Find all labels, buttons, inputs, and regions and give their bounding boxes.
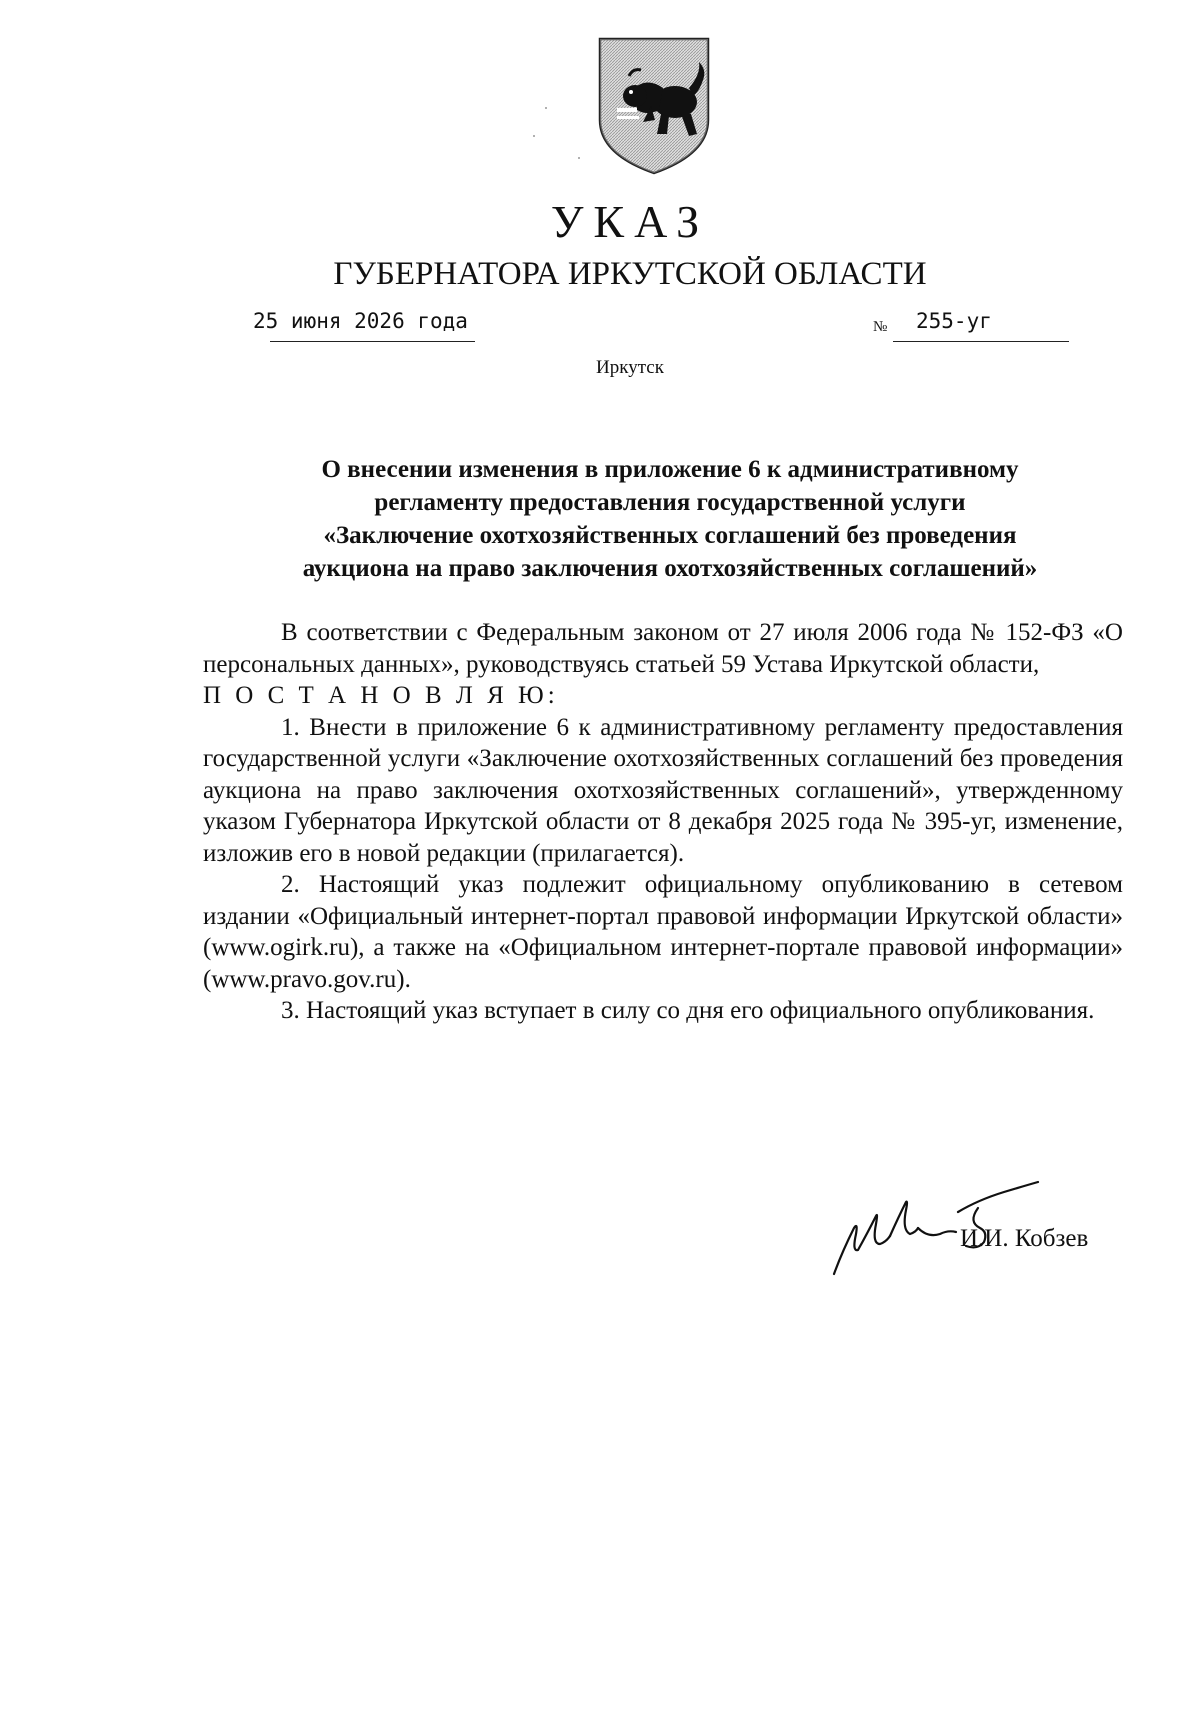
heading-line: «Заключение охотхозяйственных соглашений без проведения [323,522,1017,549]
coat-of-arms-emblem [597,36,711,176]
document-heading [220,453,1120,585]
heading-line: регламенту предоставления государственной услуги [374,489,966,516]
document-title: УКАЗ [550,196,710,247]
issuer-title: ГУБЕРНАТОРА ИРКУТСКОЙ ОБЛАСТИ [333,256,927,292]
decree-item-3: 3. Настоящий указ вступает в силу со дня его официального опубликования. [281,997,1095,1024]
scan-speck [578,157,580,159]
decree-item-1: 1. Внести в приложение 6 к административному регламенту предоставления государственной услуги «Заключение охотхозяйственных соглашений без проведения аукциона на право заключения охотхозяйственных соглашений», утвержденному указом Губернатора Иркутской области от 8 декабря 2025 года № 395-уг, изменение, изложив его в новой редакции (прилагается). [203,713,1123,867]
signer-name: И.И. Кобзев [960,1225,1089,1252]
heading-line: О внесении изменения в приложение 6 к административному [321,456,1019,483]
document-city: Иркутск [596,357,664,378]
number-sign: № [873,319,888,335]
decree-word: П О С Т А Н О В Л Я Ю: [203,682,559,709]
scan-speck [545,107,547,109]
heading-line: аукциона на право заключения охотхозяйственных соглашений» [302,555,1038,582]
scan-speck [533,135,535,137]
document-body [203,617,1123,1027]
document-number: 255-уг [916,309,992,333]
preamble-paragraph: В соответствии с Федеральным законом от 27 июля 2006 года № 152-ФЗ «О персональных данных», руководствуясь статьей 59 Устава Иркутской области, [203,619,1123,678]
date-underline [270,341,475,342]
number-underline [893,341,1069,342]
decree-item-2: 2. Настоящий указ подлежит официальному опубликованию в сетевом издании «Официальный интернет-портал правовой информации Иркутской области» (www.ogirk.ru), а также на «Официальном интернет-портале правовой информации» (www.pravo.gov.ru). [203,871,1123,993]
document-date: 25 июня 2026 года [253,309,468,333]
